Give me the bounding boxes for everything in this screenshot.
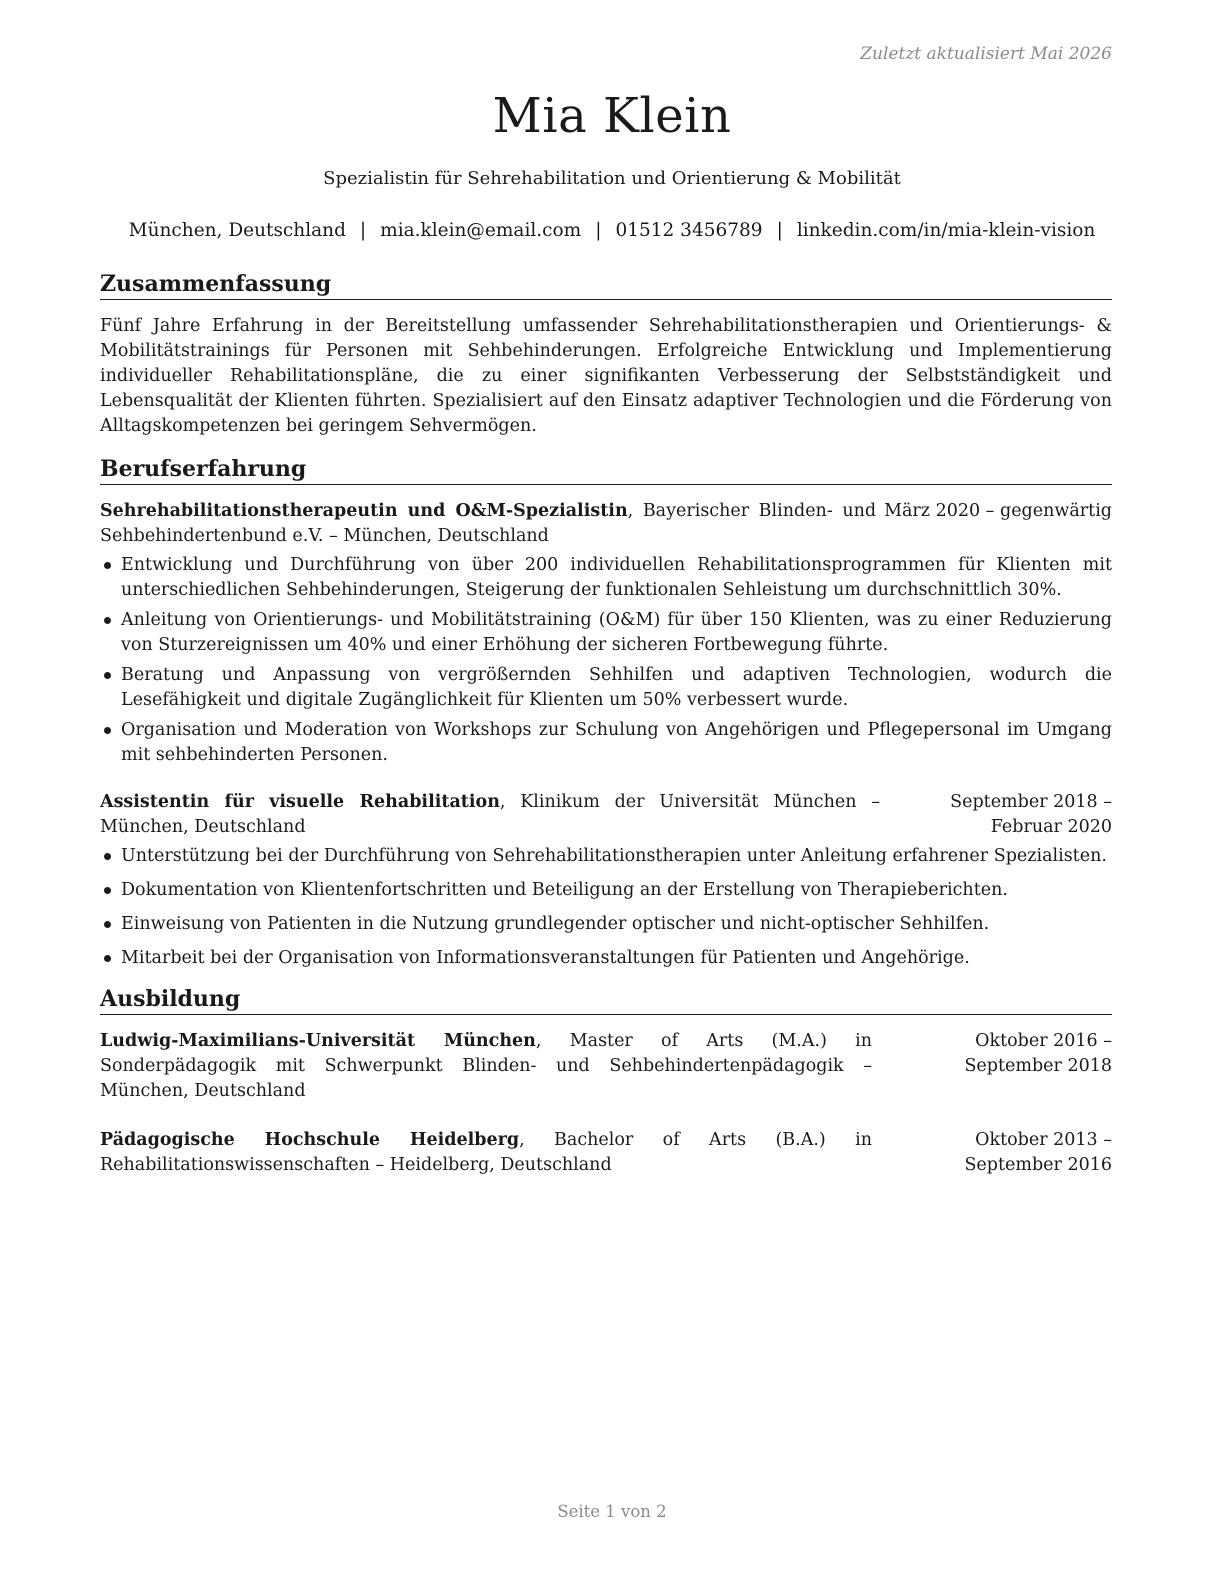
- section-title-experience: Berufserfahrung: [100, 455, 1112, 485]
- job-description: [100, 790, 880, 840]
- education-details: , Master of Arts (M.A.) in Sonderpädagogik mit Schwerpunkt Blinden- und Sehbehindertenpädagogik – München, Deutschland: [100, 1031, 873, 1101]
- education-entry: [100, 1029, 1112, 1104]
- job-bullets: [100, 844, 1112, 971]
- job-bullets: [100, 553, 1112, 768]
- contact-line: [0, 220, 1224, 241]
- job-bullet: Anleitung von Orientierungs- und Mobilitätstraining (O&M) für über 150 Klienten, was zu einer Reduzierung von Sturzereignissen um 40% und einer Erhöhung der sicheren Fortbewegung führte.: [100, 608, 1112, 658]
- job-bullet: Entwicklung und Durchführung von über 200 individuellen Rehabilitationsprogrammen für Klienten mit unterschiedlichen Sehbehinderungen, Steigerung der funktionalen Sehleistung um durchschnittlich 30%.: [100, 553, 1112, 603]
- contact-linkedin[interactable]: linkedin.com/in/mia-klein-vision: [796, 220, 1096, 241]
- job-description: [100, 499, 876, 549]
- section-title-education: Ausbildung: [100, 985, 1112, 1015]
- contact-separator: |: [359, 220, 367, 241]
- job-details: , Bayerischer Blinden- und Sehbehindertenbund e.V. – München, Deutschland: [100, 501, 877, 546]
- candidate-subtitle: Spezialistin für Sehrehabilitation und Orientierung & Mobilität: [323, 168, 901, 189]
- education-description: [100, 1029, 872, 1104]
- education-header: [100, 1029, 1112, 1104]
- job-dates: März 2020 – gegenwärtig: [884, 501, 1112, 521]
- job-entry: [100, 790, 1112, 971]
- job-header: [100, 790, 1112, 840]
- section-title-summary: Zusammenfassung: [100, 270, 1112, 300]
- education-dates: Oktober 2013 – September 2016: [964, 1130, 1112, 1175]
- education-school: Pädagogische Hochschule Heidelberg: [100, 1130, 520, 1150]
- contact-phone: 01512 3456789: [615, 220, 763, 241]
- summary-text: Fünf Jahre Erfahrung in der Bereitstellung umfassender Sehrehabilitationstherapien und Orientierungs- & Mobilitätstrainings für Personen mit Sehbehinderungen. Erfolgreiche Entwicklung und Implementierung individueller Rehabilitationspläne, die zu einer signifikanten Verbesserung der Selbstständigkeit und Lebensqualität der Klienten führten. Spezialisiert auf den Einsatz adaptiver Technologien und die Förderung von Alltagskompetenzen bei geringem Sehvermögen.: [100, 316, 1112, 436]
- job-entry: [100, 499, 1112, 768]
- job-details: , Klinikum der Universität München – München, Deutschland: [100, 792, 880, 837]
- education-entry: [100, 1128, 1112, 1178]
- job-bullet: Einweisung von Patienten in die Nutzung grundlegender optischer und nicht-optischer Sehhilfen.: [100, 912, 1112, 937]
- candidate-name: Mia Klein: [492, 88, 732, 144]
- job-bullet: Mitarbeit bei der Organisation von Informationsveranstaltungen für Patienten und Angehörige.: [100, 946, 1112, 971]
- education-details: , Bachelor of Arts (B.A.) in Rehabilitationswissenschaften – Heidelberg, Deutschland: [100, 1130, 872, 1175]
- last-updated-note: Zuletzt aktualisiert Mai 2026: [860, 44, 1112, 64]
- contact-location: München, Deutschland: [128, 220, 346, 241]
- education-header: [100, 1128, 1112, 1178]
- job-dates: September 2018 – Februar 2020: [950, 792, 1112, 837]
- contact-email[interactable]: mia.klein@email.com: [380, 220, 582, 241]
- education-school: Ludwig-Maximilians-Universität München: [100, 1031, 536, 1051]
- job-role: Assistentin für visuelle Rehabilitation: [100, 792, 500, 812]
- job-bullet: Dokumentation von Klientenfortschritten und Beteiligung an der Erstellung von Therapieberichten.: [100, 878, 1112, 903]
- job-header: [100, 499, 1112, 549]
- education-dates: Oktober 2016 – September 2018: [964, 1031, 1112, 1076]
- job-bullet: Organisation und Moderation von Workshops zur Schulung von Angehörigen und Pflegepersonal im Umgang mit sehbehinderten Personen.: [100, 718, 1112, 768]
- job-bullet: Unterstützung bei der Durchführung von Sehrehabilitationstherapien unter Anleitung erfahrener Spezialisten.: [100, 844, 1112, 869]
- job-bullet: Beratung und Anpassung von vergrößernden Sehhilfen und adaptiven Technologien, wodurch die Lesefähigkeit und digitale Zugänglichkeit für Klienten um 50% verbessert wurde.: [100, 663, 1112, 713]
- contact-separator: |: [595, 220, 602, 241]
- page-number: Seite 1 von 2: [557, 1502, 667, 1521]
- resume-body: [100, 270, 1112, 1178]
- job-role: Sehrehabilitationstherapeutin und O&M-Spezialistin: [100, 501, 628, 521]
- contact-separator: |: [776, 220, 783, 241]
- education-description: [100, 1128, 872, 1178]
